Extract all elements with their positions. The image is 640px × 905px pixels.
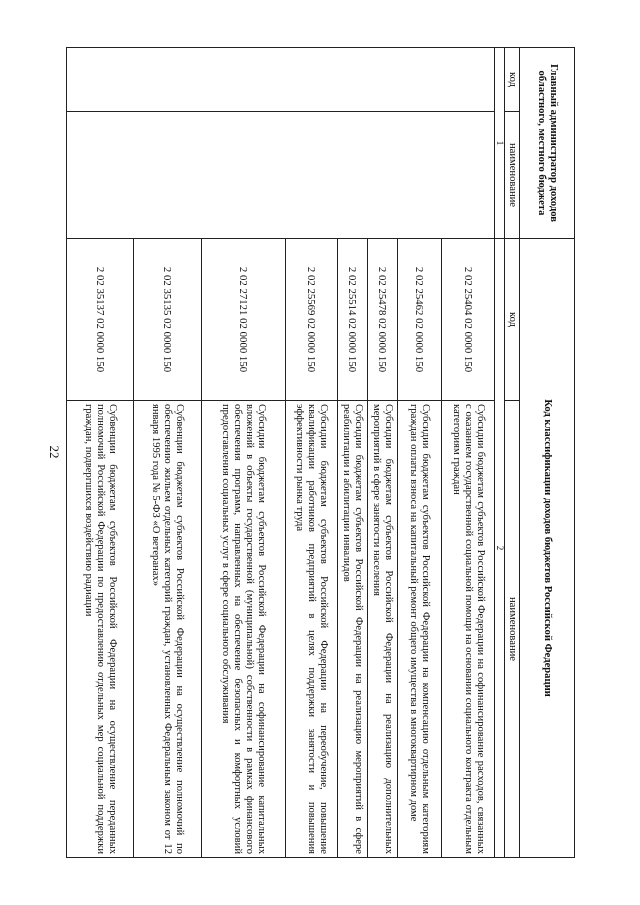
header-admin-code: код <box>505 48 520 112</box>
row-code: 2 02 35135 02 0000 150 <box>134 239 202 401</box>
rotated-table-container <box>70 47 575 857</box>
row-code: 2 02 35137 02 0000 150 <box>67 239 134 401</box>
row-code: 2 02 25462 02 0000 150 <box>398 239 442 401</box>
column-index-1: 1 <box>495 48 505 239</box>
column-index-2: 2 <box>495 239 505 858</box>
table-row <box>442 48 495 858</box>
header-admin-name: наименование <box>505 112 520 239</box>
revenue-classification-table <box>66 47 575 858</box>
row-name: Субсидии бюджетам субъектов Российской Федерации на компенсацию отдельным категориям граждан оплаты взноса на капитальный ремонт общего имущества в многоквартирном доме <box>398 401 442 858</box>
row-name: Субвенции бюджетам субъектов Российской Федерации на осуществление переданных полномочий Российской Федерации по предоставлению отдельных мер социальной поддержки граждан, подвергшихся воздействию радиации <box>67 401 134 858</box>
header-classification-group: Код классификации доходов бюджетов Российской Федерации <box>520 239 575 858</box>
header-classification-name: наименование <box>505 401 520 858</box>
admin-code-cell <box>67 48 495 112</box>
row-name: Субвенции бюджетам субъектов Российской Федерации на осуществление полномочий по обеспечению жильем отдельных категорий граждан, установленных Федеральным законом от 12 января 1995 года № 5-ФЗ «О ветеранах» <box>134 401 202 858</box>
row-name: Субсидии бюджетам субъектов Российской Федерации на софинансирование капитальных вложений в объекты государственной (муниципальной) собственности в рамках финансового обеспечения программ, направленных на обеспечение безопасных и комфортных условий предоставления социальных услуг в сфере социального обслуживания <box>202 401 286 858</box>
page-number: 22 <box>47 445 62 459</box>
admin-name-cell <box>67 112 495 239</box>
header-classification-code: код <box>505 239 520 401</box>
row-name: Субсидии бюджетам субъектов Российской Федерации на переобучение, повышение квалификации работников предприятий в целях поддержки занятости и повышения эффективности рынка труда <box>286 401 338 858</box>
header-admin-group: Главный администратор доходов областного, местного бюджета <box>520 48 575 239</box>
row-code: 2 02 25569 02 0000 150 <box>286 239 338 401</box>
row-code: 2 02 25478 02 0000 150 <box>368 239 398 401</box>
row-code: 2 02 25404 02 0000 150 <box>442 239 495 401</box>
row-name: Субсидии бюджетам субъектов Российской Федерации на реализацию мероприятий в сфере реабилитации и абилитации инвалидов <box>338 401 368 858</box>
row-code: 2 02 25514 02 0000 150 <box>338 239 368 401</box>
row-name: Субсидии бюджетам субъектов Российской Федерации на софинансирование расходов, связанных с оказанием государственной социальной помощи на основании социального контракта отдельным категориям граждан <box>442 401 495 858</box>
row-name: Субсидии бюджетам субъектов Российской Федерации на реализацию дополнительных мероприятий в сфере занятости населения <box>368 401 398 858</box>
row-code: 2 02 27121 02 0000 150 <box>202 239 286 401</box>
